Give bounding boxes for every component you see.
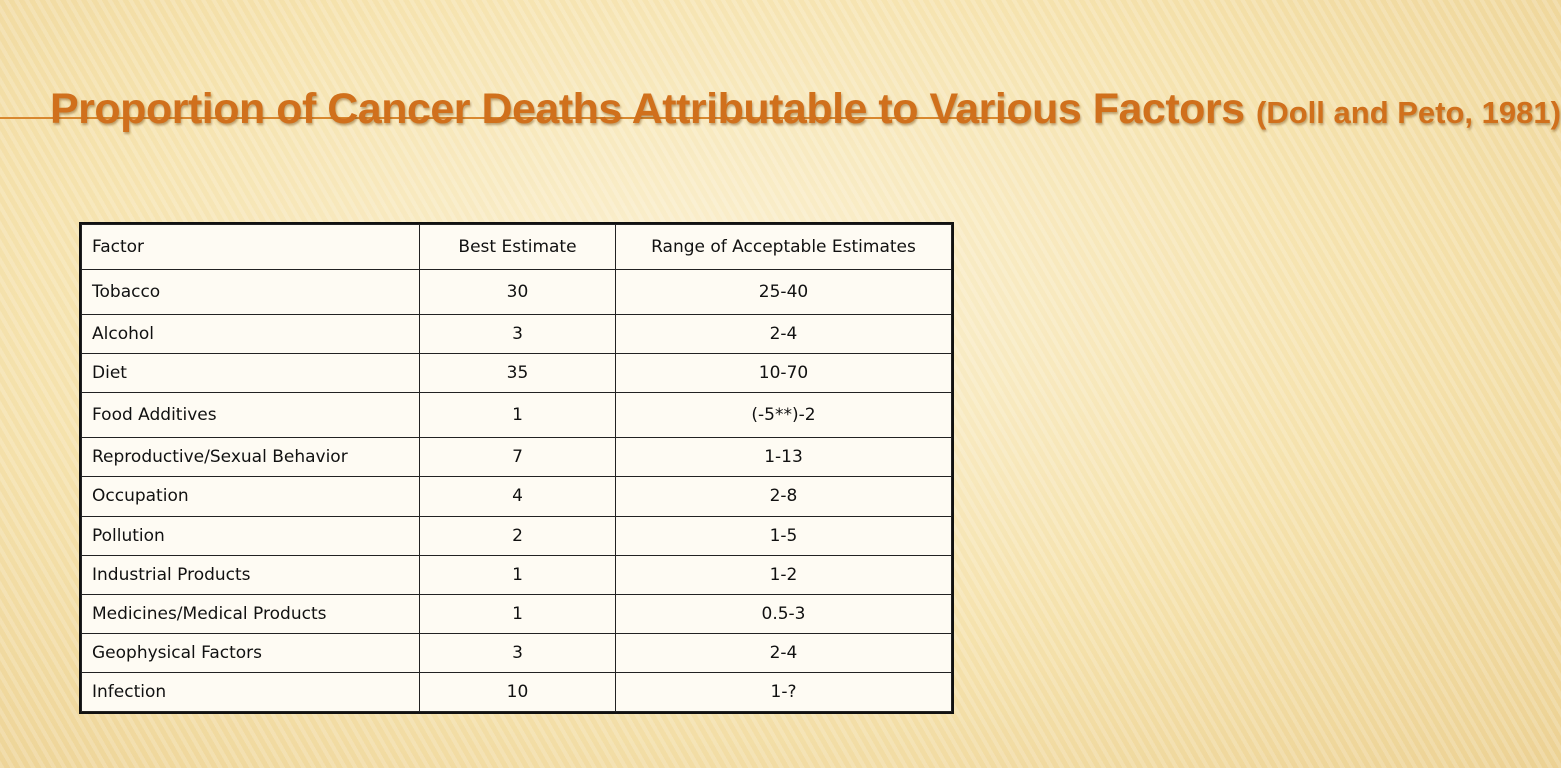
slide-title-citation: (Doll and Peto, 1981): [1256, 95, 1561, 130]
slide-title-main: Proportion of Cancer Deaths Attributable to Various Factors: [50, 85, 1245, 133]
cell-best-estimate: 7: [420, 438, 616, 477]
cell-range: 2-8: [616, 477, 952, 516]
table-row: [82, 315, 952, 354]
table-header-row: [82, 225, 952, 270]
cell-range: 0.5-3: [616, 594, 952, 633]
cell-best-estimate: 1: [420, 555, 616, 594]
cancer-factors-table: [81, 224, 952, 712]
cell-factor: Alcohol: [82, 315, 420, 354]
header-best-estimate: Best Estimate: [420, 225, 616, 270]
cell-best-estimate: 2: [420, 516, 616, 555]
table-row: [82, 555, 952, 594]
table-row: [82, 672, 952, 711]
cell-best-estimate: 4: [420, 477, 616, 516]
cell-factor: Occupation: [82, 477, 420, 516]
cell-factor: Medicines/Medical Products: [82, 594, 420, 633]
cell-best-estimate: 10: [420, 672, 616, 711]
cell-factor: Industrial Products: [82, 555, 420, 594]
cell-factor: Infection: [82, 672, 420, 711]
cell-range: 25-40: [616, 270, 952, 315]
cell-range: 10-70: [616, 354, 952, 393]
cell-range: 1-?: [616, 672, 952, 711]
table-row: [82, 516, 952, 555]
table-row: [82, 354, 952, 393]
cell-range: 1-5: [616, 516, 952, 555]
header-factor: Factor: [82, 225, 420, 270]
cell-factor: Food Additives: [82, 393, 420, 438]
table-row: [82, 438, 952, 477]
cell-best-estimate: 1: [420, 393, 616, 438]
cell-best-estimate: 30: [420, 270, 616, 315]
cell-range: 2-4: [616, 633, 952, 672]
cell-best-estimate: 3: [420, 633, 616, 672]
cell-best-estimate: 3: [420, 315, 616, 354]
table-row: [82, 477, 952, 516]
cell-factor: Geophysical Factors: [82, 633, 420, 672]
cell-range: (-5**)-2: [616, 393, 952, 438]
cell-best-estimate: 35: [420, 354, 616, 393]
cell-factor: Reproductive/Sexual Behavior: [82, 438, 420, 477]
cell-range: 1-2: [616, 555, 952, 594]
table-row: [82, 393, 952, 438]
cell-range: 1-13: [616, 438, 952, 477]
cell-factor: Diet: [82, 354, 420, 393]
cell-factor: Pollution: [82, 516, 420, 555]
table-row: [82, 594, 952, 633]
table-row: [82, 633, 952, 672]
slide-title: [50, 78, 1561, 144]
cell-factor: Tobacco: [82, 270, 420, 315]
cell-range: 2-4: [616, 315, 952, 354]
cell-best-estimate: 1: [420, 594, 616, 633]
table-row: [82, 270, 952, 315]
cancer-factors-table-container: [79, 222, 954, 714]
header-range: Range of Acceptable Estimates: [616, 225, 952, 270]
